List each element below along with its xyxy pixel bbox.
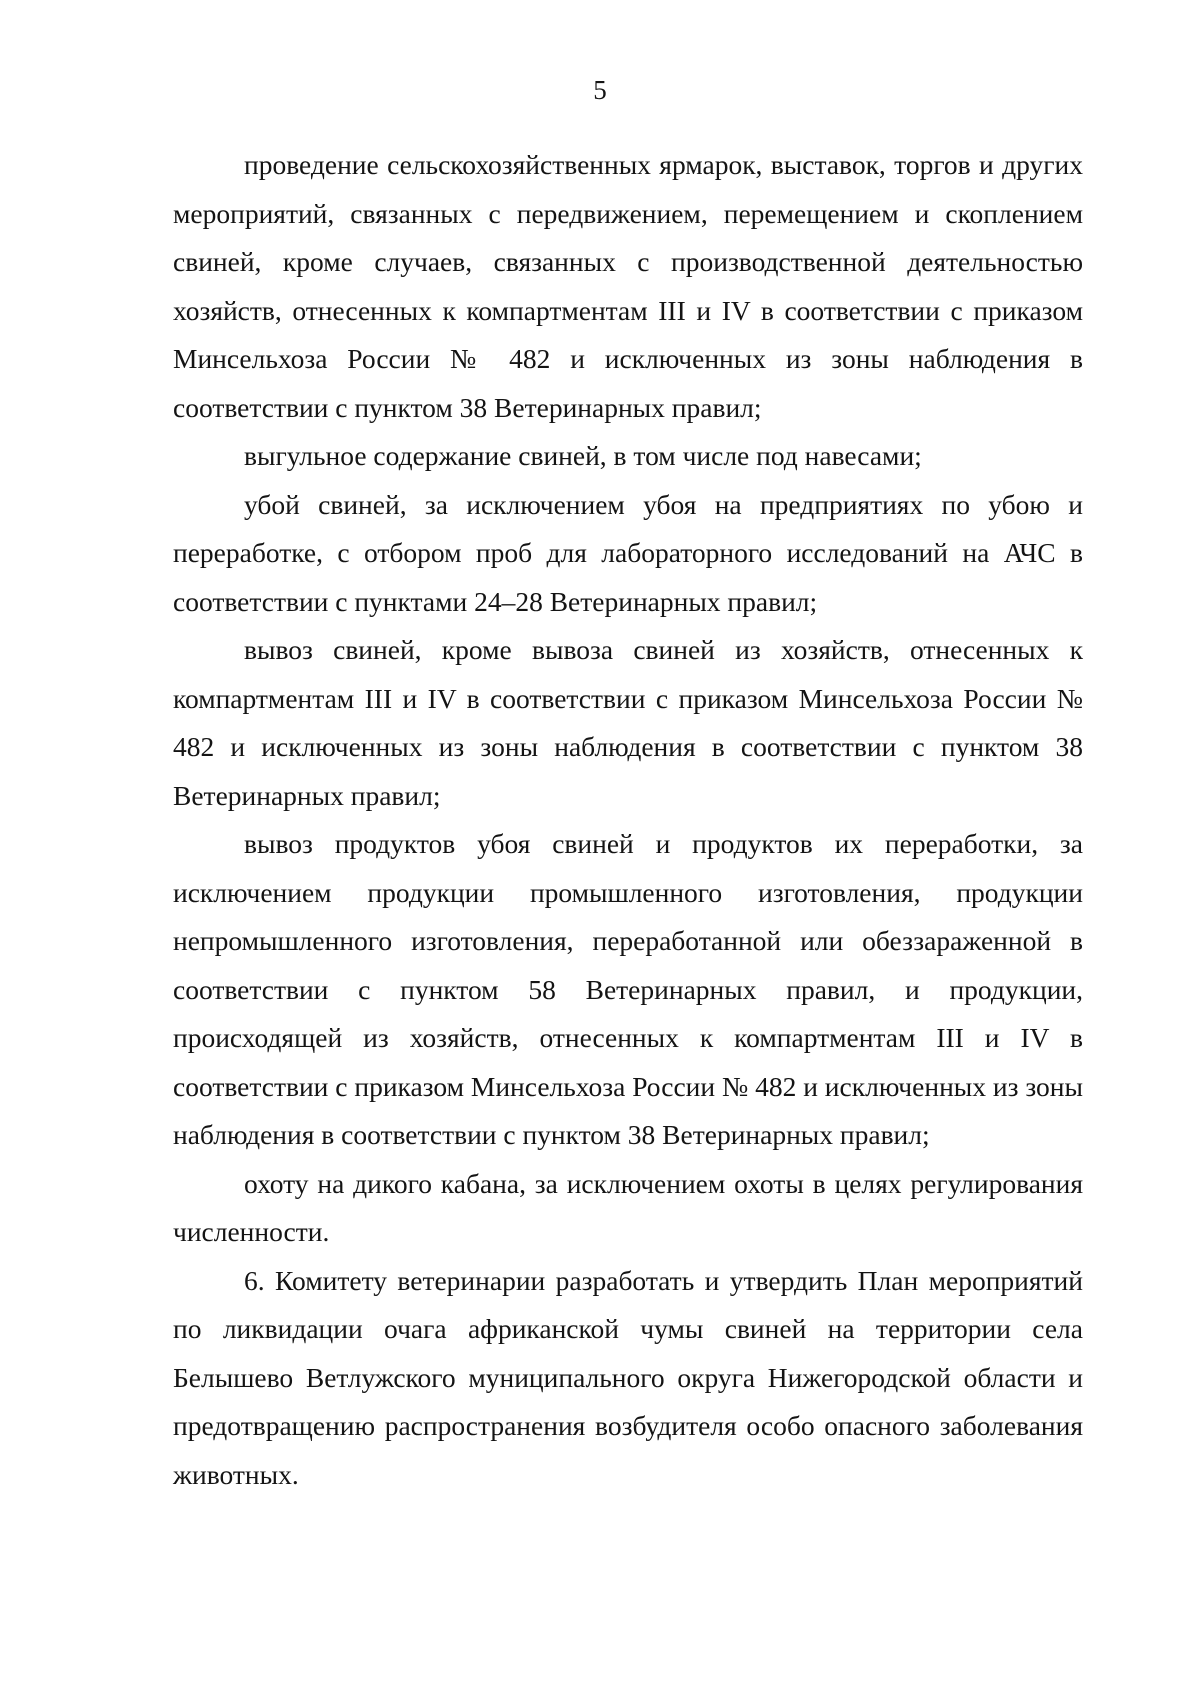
paragraph-free-range-ban: выгульное содержание свиней, в том числе под навесами; bbox=[244, 440, 922, 471]
page-number: 5 bbox=[593, 75, 607, 105]
document-body bbox=[173, 141, 1083, 1499]
paragraph-slaughter-ban: убой свиней, за исключением убоя на предприятиях по убою и переработке, с отбором проб для лабораторного исследований на АЧС в соответствии с пунктами 24–28 Ветеринарных правил; bbox=[173, 488, 1083, 617]
paragraph-item-6: 6. Комитету ветеринарии разработать и утвердить План мероприятий по ликвидации очага африканской чумы свиней на территории села Белышево Ветлужского муниципального округа Нижегородской области и предотвращению распространения возбудителя особо опасного заболевания животных. bbox=[173, 1264, 1083, 1490]
paragraph-products-export-ban: вывоз продуктов убоя свиней и продуктов их переработки, за исключением продукции промышленного изготовления, продукции непромышленного изготовления, переработанной или обеззараженной в соответствии с пунктом 58 Ветеринарных правил, и продукции, происходящей из хозяйств, отнесенных к компартментам III и IV в соответствии с приказом Минсельхоза России № 482 и исключенных из зоны наблюдения в соответствии с пунктом 38 Ветеринарных правил; bbox=[173, 828, 1083, 1150]
paragraph-fairs-ban: проведение сельскохозяйственных ярмарок, выставок, торгов и других мероприятий, связанных с передвижением, перемещением и скоплением свиней, кроме случаев, связанных с производственной деятельностью хозяйств, отнесенных к компартментам III и IV в соответствии с приказом Минсельхоза России № 482 и исключенных из зоны наблюдения в соответствии с пунктом 38 Ветеринарных правил; bbox=[173, 149, 1083, 423]
paragraph-hunting-ban: охоту на дикого кабана, за исключением охоты в целях регулирования численности. bbox=[173, 1167, 1083, 1247]
paragraph-pig-export-ban: вывоз свиней, кроме вывоза свиней из хозяйств, отнесенных к компартментам III и IV в соответствии с приказом Минсельхоза России № 482 и исключенных из зоны наблюдения в соответствии с пунктом 38 Ветеринарных правил; bbox=[173, 634, 1083, 811]
